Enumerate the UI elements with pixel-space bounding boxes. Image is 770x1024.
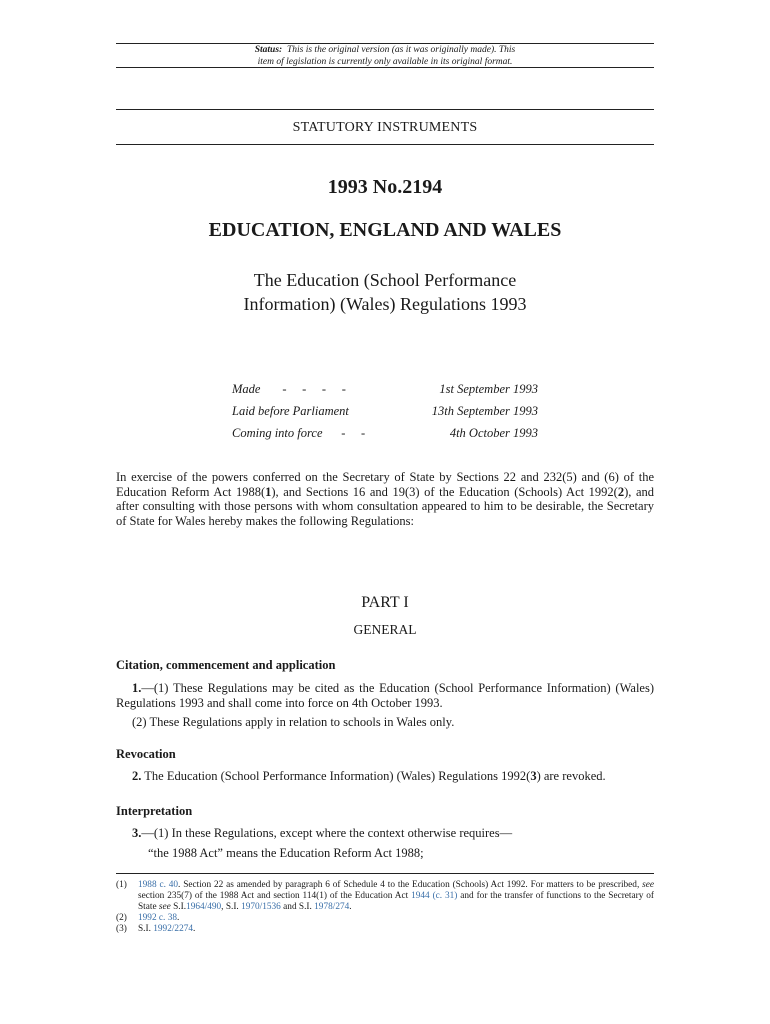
date-label-coming-into-force: Coming into force - - [232,426,366,440]
footnote-3-link-si-1992-2274[interactable]: 1992/2274 [153,924,194,934]
footnote-1-link-si-1964-490[interactable]: 1964/490 [186,902,222,912]
regulation-1-para-1 [116,681,654,710]
part-name: GENERAL [353,622,417,637]
footnote-1-see-2: see [158,902,171,912]
regulation-3-text: —(1) In these Regulations, except where the context otherwise requires— [141,826,513,840]
series-top-rule [116,109,654,110]
footnote-2-text: . [177,913,180,923]
footnote-1-number: (1) [116,880,127,890]
date-label-laid: Laid before Parliament [232,404,349,418]
footnote-3-number: (3) [116,924,127,934]
footnote-2-number: (2) [116,913,127,923]
date-label-made: Made - - - - [232,382,346,396]
footnote-1-text-5: , S.I. [221,902,242,912]
footnote-rule [116,873,654,874]
footnote-3 [116,924,654,935]
footnote-1-link-1944-c31[interactable]: 1944 (c. 31) [411,891,458,901]
regulation-1-text: —(1) These Regulations may be cited as the Education (School Performance Information) (Wales) Regulations 1993 and shall come into force on 4th October 1993. [116,681,654,710]
date-row-made [232,382,538,398]
footnote-ref-1[interactable]: 1 [265,484,272,499]
date-row-coming-into-force [232,426,538,442]
regulation-1-para-2: (2) These Regulations apply in relation to schools in Wales only. [132,715,455,729]
regulation-2-text-a: The Education (School Performance Information) (Wales) Regulations 1992( [141,769,531,783]
footnote-1-text-4: S.I. [170,902,187,912]
footnote-2-link-1992-c38[interactable]: 1992 c. 38 [138,913,177,923]
footnote-1-text-1: . Section 22 as amended by paragraph 6 of Schedule 4 to the Education (Schools) Act 1992. For matters to be prescribed, [178,880,643,890]
status-bottom-rule [116,67,654,68]
instrument-title [116,268,654,316]
revocation-heading: Revocation [116,747,176,761]
regulation-3-definition: “the 1988 Act” means the Education Reform Act 1988; [148,846,424,860]
status-text-line2: item of legislation is currently only available in its original format. [257,57,513,67]
regulation-1-number: 1. [132,681,142,695]
preamble-text-1: In exercise of the powers conferred on the Secretary of State by Sections 22 and 232(5) and (6) of the Education Reform Act 1988( [116,470,654,499]
status-text-line1: This is the original version (as it was originally made). This [286,45,516,55]
footnote-1-text-3: and for the transfer of functions to the Secretary of State [138,891,654,912]
footnote-1-link-1988-c40[interactable]: 1988 c. 40 [138,880,179,890]
status-label: Status: [254,45,283,55]
regulation-3-para-1 [116,826,654,841]
title-line-1: The Education (School Performance [253,270,517,290]
status-note [116,44,654,68]
footnote-1-link-si-1978-274[interactable]: 1978/274 [314,902,350,912]
footnote-ref-3[interactable]: 3 [530,769,537,783]
footnote-1-text-2: section 235(7) of the 1988 Act and section 114(1) of the Education Act [138,891,412,901]
regulation-2-text-b: ) are revoked. [536,769,606,783]
part-number: PART I [361,594,409,611]
series-bottom-rule [116,144,654,145]
footnote-1-link-si-1970-1536[interactable]: 1970/1536 [241,902,281,912]
instrument-number: 1993 No.2194 [327,176,443,198]
date-value-made: 1st September 1993 [439,382,538,396]
preamble-text-2: ), and Sections 16 and 19(3) of the Education (Schools) Act 1992( [271,484,618,499]
footnote-3-prefix: S.I. [138,924,154,934]
footnote-1 [116,880,654,913]
date-value-coming-into-force: 4th October 1993 [449,426,538,440]
preamble [116,470,654,528]
footnote-2 [116,913,654,924]
citation-heading: Citation, commencement and application [116,658,336,672]
footnote-3-text: . [193,924,196,934]
footnote-1-text-7: . [349,902,352,912]
regulation-2-number: 2. [132,769,142,783]
regulation-2-para [116,769,654,784]
footnote-1-text-6: and S.I. [280,902,315,912]
footnote-1-see-1: see [642,880,655,890]
subject-heading: EDUCATION, ENGLAND AND WALES [208,219,562,241]
date-value-laid: 13th September 1993 [431,404,538,418]
title-line-2: Information) (Wales) Regulations 1993 [243,294,527,314]
footnote-ref-2[interactable]: 2 [617,484,625,499]
regulation-3-number: 3. [132,826,142,840]
date-row-laid [232,404,538,420]
series-heading: STATUTORY INSTRUMENTS [292,120,478,135]
interpretation-heading: Interpretation [116,804,193,818]
preamble-text-3: ), and after consulting with those persons with whom consultation appeared to him to be desirable, the Secretary of State for Wales hereby makes the following Regulations: [116,484,654,528]
